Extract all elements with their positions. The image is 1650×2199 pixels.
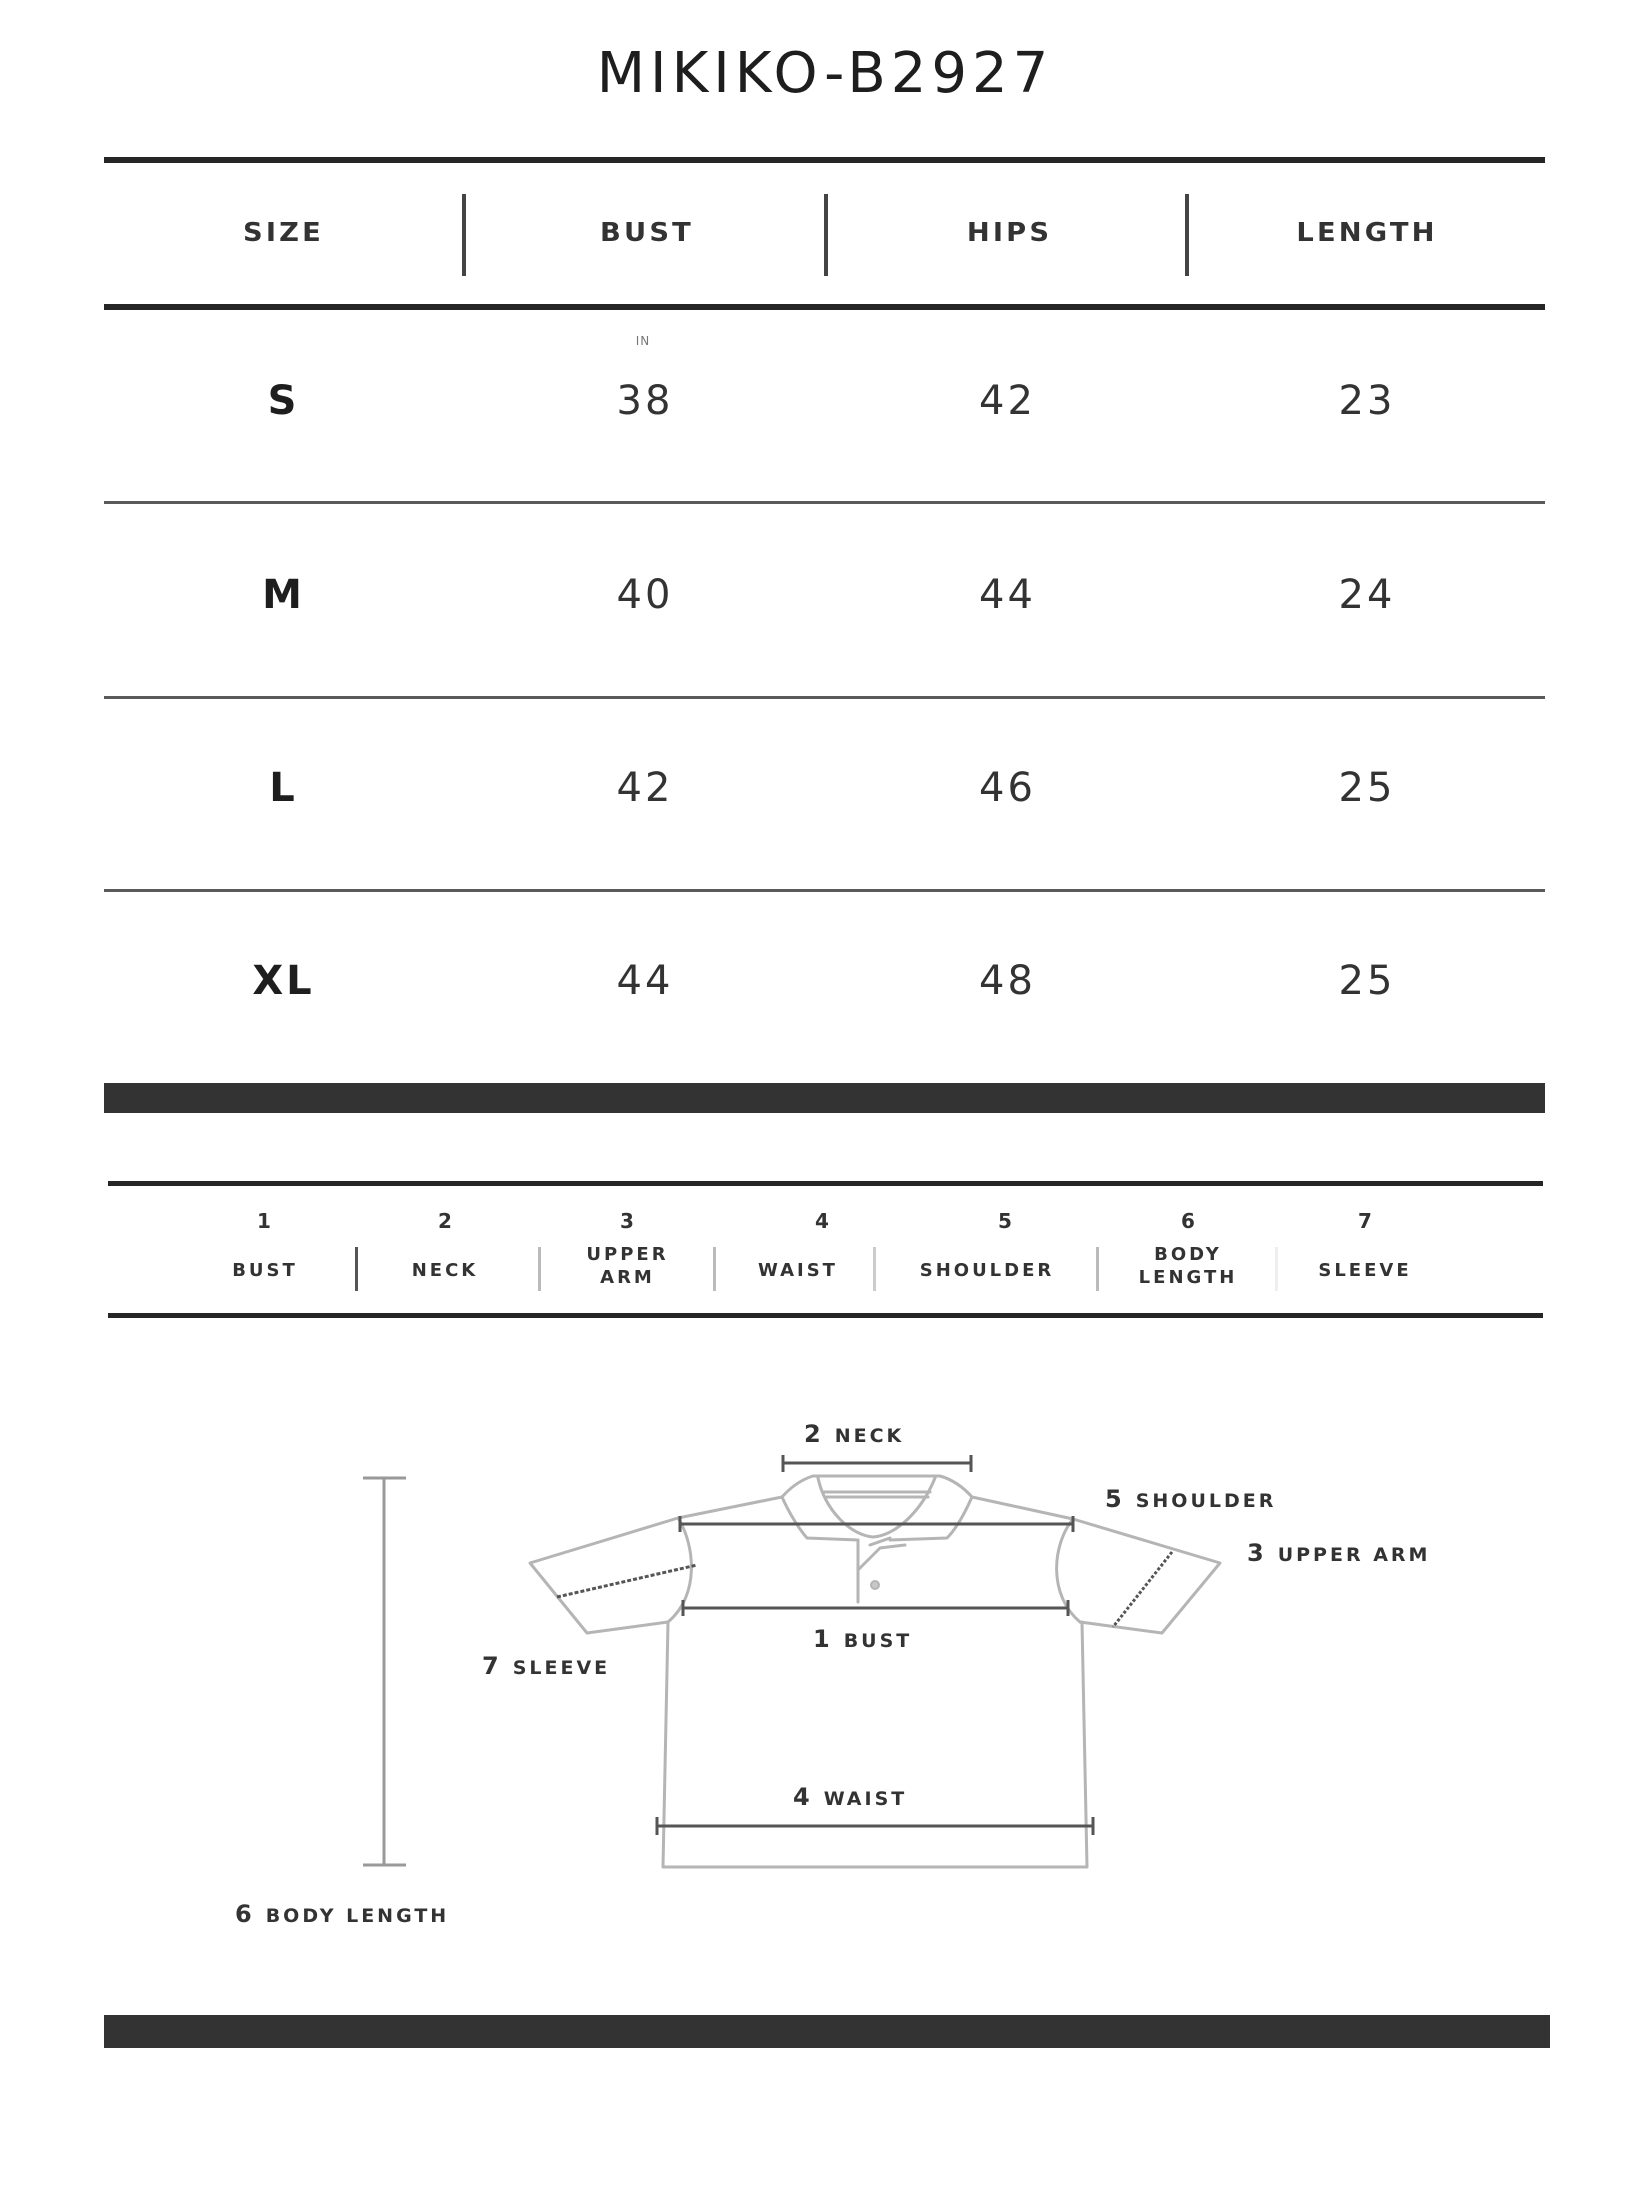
diagram-label-body-length [235, 1902, 449, 1926]
bust-cell: 38 [616, 378, 674, 424]
header-length: LENGTH [1296, 218, 1438, 248]
label-number: 4 [793, 1783, 810, 1811]
size-cell: XL [252, 958, 315, 1004]
size-cell: L [269, 765, 298, 811]
header-hips: HIPS [966, 218, 1053, 248]
legend-label-sleeve: SLEEVE [1318, 1260, 1412, 1281]
length-cell: 25 [1338, 958, 1396, 1004]
bust-cell: 44 [616, 958, 674, 1004]
legend-number: 6 [1181, 1209, 1195, 1233]
label-text: WAIST [823, 1788, 908, 1810]
legend-number: 4 [815, 1209, 829, 1233]
hips-cell: 46 [979, 765, 1036, 811]
legend-label-length: LENGTH [1138, 1267, 1238, 1288]
bust-cell: 40 [616, 572, 674, 618]
label-number: 2 [804, 1420, 821, 1448]
bust-cell: 42 [616, 765, 674, 811]
label-text: SHOULDER [1135, 1490, 1277, 1512]
label-text: NECK [834, 1425, 905, 1447]
size-cell: M [262, 572, 305, 618]
hips-cell: 42 [979, 378, 1036, 424]
product-title: MIKIKO-B2927 [596, 41, 1054, 106]
label-number: 5 [1105, 1485, 1122, 1513]
header-size: SIZE [243, 218, 324, 248]
label-number: 3 [1247, 1539, 1264, 1567]
diagram-label-shoulder [1105, 1487, 1276, 1511]
header-bust: BUST [600, 218, 694, 248]
hips-cell: 44 [979, 572, 1036, 618]
legend-number: 7 [1358, 1209, 1372, 1233]
length-cell: 24 [1338, 572, 1396, 618]
legend-number: 1 [257, 1209, 271, 1233]
label-text: BUST [843, 1630, 913, 1652]
legend-label-upper: UPPER [586, 1244, 669, 1265]
label-number: 1 [813, 1625, 830, 1653]
diagram-label-bust [813, 1627, 912, 1651]
unit-label: IN [635, 334, 651, 348]
length-cell: 25 [1338, 765, 1396, 811]
diagram-label-neck [804, 1422, 904, 1446]
hips-cell: 48 [979, 958, 1036, 1004]
upper-arm-measure-line [1113, 1552, 1172, 1627]
diagram-label-sleeve [482, 1654, 610, 1678]
legend-number: 2 [438, 1209, 452, 1233]
footer-bar [104, 2015, 1550, 2048]
length-cell: 23 [1338, 378, 1396, 424]
legend-label-shoulder: SHOULDER [919, 1260, 1055, 1281]
label-text: UPPER ARM [1277, 1544, 1431, 1566]
label-number: 6 [235, 1900, 252, 1928]
legend-number: 5 [998, 1209, 1012, 1233]
legend-label-neck: NECK [411, 1260, 479, 1281]
body-length-line [363, 1478, 406, 1865]
legend-label-body: BODY [1154, 1244, 1222, 1265]
size-cell: S [267, 378, 300, 424]
legend-number: 3 [620, 1209, 634, 1233]
sleeve-measure-line [557, 1565, 697, 1597]
legend-label-waist: WAIST [758, 1260, 838, 1281]
label-text: SLEEVE [512, 1657, 611, 1679]
legend-label-arm: ARM [600, 1267, 655, 1288]
diagram-label-waist [793, 1785, 907, 1809]
label-text: BODY LENGTH [265, 1905, 450, 1927]
legend-label-bust: BUST [232, 1260, 298, 1281]
label-number: 7 [482, 1652, 499, 1680]
diagram-label-upper-arm [1247, 1541, 1430, 1565]
